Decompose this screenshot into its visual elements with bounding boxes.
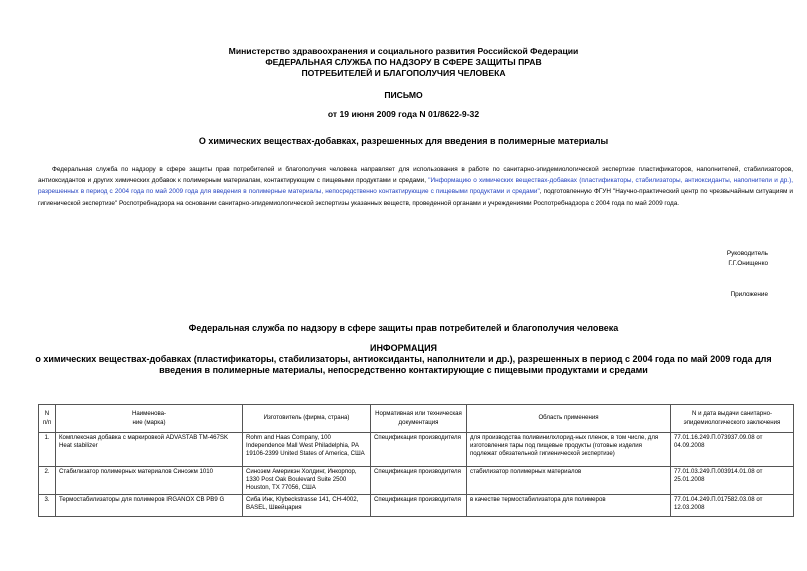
service-name-line1: ФЕДЕРАЛЬНАЯ СЛУЖБА ПО НАДЗОРУ В СФЕРЕ ЗАЩИТЫ ПРАВ <box>265 57 542 67</box>
table-header-row <box>39 405 794 433</box>
row-documentation: Спецификация производителя <box>371 433 467 467</box>
row-documentation: Спецификация производителя <box>371 494 467 516</box>
table-row <box>39 494 794 516</box>
table-row <box>39 433 794 467</box>
row-scope: стабилизатор полимерных материалов <box>467 467 671 495</box>
body-text-part2: , подготовленную ФГУН "Научно-практический центр по чрезвычайным ситуациям и гигиенической экспертизе" Роспотребнадзора на основании санитарно-эпидемиологической экспертизы указанных веществ, проведенной органами и учреждениями Роспотребнадзора с 2004 года по май 2009 года. <box>38 188 793 207</box>
appendix-organization: Федеральная служба по надзору в сфере защиты прав потребителей и благополучия человека <box>188 323 619 333</box>
row-certificate: 77.01.04.249.П.017582.03.08 от 12.03.2008 <box>671 494 794 516</box>
signature-name: Г.Г.Онищенко <box>728 260 768 267</box>
row-manufacturer: Rohm and Haas Company, 100 Independence Mall West Philadelphia, PA 19106-2399 United States of America, США <box>243 433 371 467</box>
header-manufacturer: Изготовитель (фирма, страна) <box>243 405 371 433</box>
letter-body <box>38 164 793 209</box>
appendix-subtitle-line1: о химических веществах-добавках (пластификаторы, стабилизаторы, антиоксиданты, наполнители и др.), разрешенных в период с 2004 года по май 2009 года для <box>35 354 772 364</box>
document-subject: О химических веществах-добавках, разрешенных для введения в полимерные материалы <box>198 136 609 146</box>
row-number: 1. <box>39 433 56 467</box>
row-manufacturer: Сиба Инк, Klybeckstrasse 141, CH-4002, BASEL, Швейцария <box>243 494 371 516</box>
row-name: Стабилизатор полимерных материалов Синоэкм 1010 <box>56 467 243 495</box>
row-number: 3. <box>39 494 56 516</box>
row-number: 2. <box>39 467 56 495</box>
header-certificate: N и дата выдачи санитарно-эпидемиологического заключения <box>671 405 794 433</box>
row-manufacturer: Синоэкм Америкэн Холдинг, Инкорпор, 1330 Post Oak Boulevard Suite 2500 Houston, TX 77056, США <box>243 467 371 495</box>
table-row <box>39 467 794 495</box>
row-name: Комплексная добавка с маркировкой ADVASTAB TM-467SK Heat stabilizer <box>56 433 243 467</box>
document-type: ПИСЬМО <box>384 90 423 100</box>
service-name-line2: ПОТРЕБИТЕЛЕЙ И БЛАГОПОЛУЧИЯ ЧЕЛОВЕКА <box>301 68 506 78</box>
ministry-name: Министерство здравоохранения и социального развития Российской Федерации <box>228 46 579 56</box>
row-certificate: 77.01.03.249.П.003914.01.08 от 25.01.2008 <box>671 467 794 495</box>
appendix-title: ИНФОРМАЦИЯ <box>369 343 438 353</box>
row-name: Термостабилизаторы для полимеров IRGANOX CB PB9 G <box>56 494 243 516</box>
information-link[interactable]: "Информацию о химических веществах-добавках (пластификаторы, стабилизаторы, антиоксиданты, наполнители и др.), разрешенных в период с 2004 года по май 2009 года для введения в полимерные материалы, непосредственно контактирующие с пищевыми продуктами и средами" <box>38 177 793 196</box>
row-scope: в качестве термостабилизатора для полимеров <box>467 494 671 516</box>
appendix-label: Приложение <box>730 291 768 298</box>
row-documentation: Спецификация производителя <box>371 467 467 495</box>
row-certificate: 77.01.16.249.П.073937.09.08 от 04.09.2008 <box>671 433 794 467</box>
signature-position: Руководитель <box>726 250 768 257</box>
header-documentation: Нормативная или техническая документация <box>371 405 467 433</box>
body-text-part1: Федеральная служба по надзору в сфере защиты прав потребителей и благополучия человека направляет для использования в работе по санитарно-эпидемиологической экспертизе пластификаторов, наполнителей, стабилизаторов, антиоксидантов и других химических добавок к полимерным материалам, контактирующим с пищевыми продуктами и средами, <box>38 166 793 185</box>
header-number: N п/п <box>39 405 56 433</box>
document-date-number: от 19 июня 2009 года N 01/8622-9-32 <box>327 109 480 119</box>
additives-table <box>38 404 794 517</box>
header-scope: Область применения <box>467 405 671 433</box>
header-name: Наименова- ние (марка) <box>56 405 243 433</box>
appendix-subtitle-line2: введения в полимерные материалы, непосредственно контактирующие с пищевыми продуктами и средами <box>159 365 648 375</box>
row-scope: для производства поливинилхлорид-ных пленок, в том числе, для изготовления тары под пищевые продукты (готовые изделия подлежат обязательной гигиенической экспертизе) <box>467 433 671 467</box>
